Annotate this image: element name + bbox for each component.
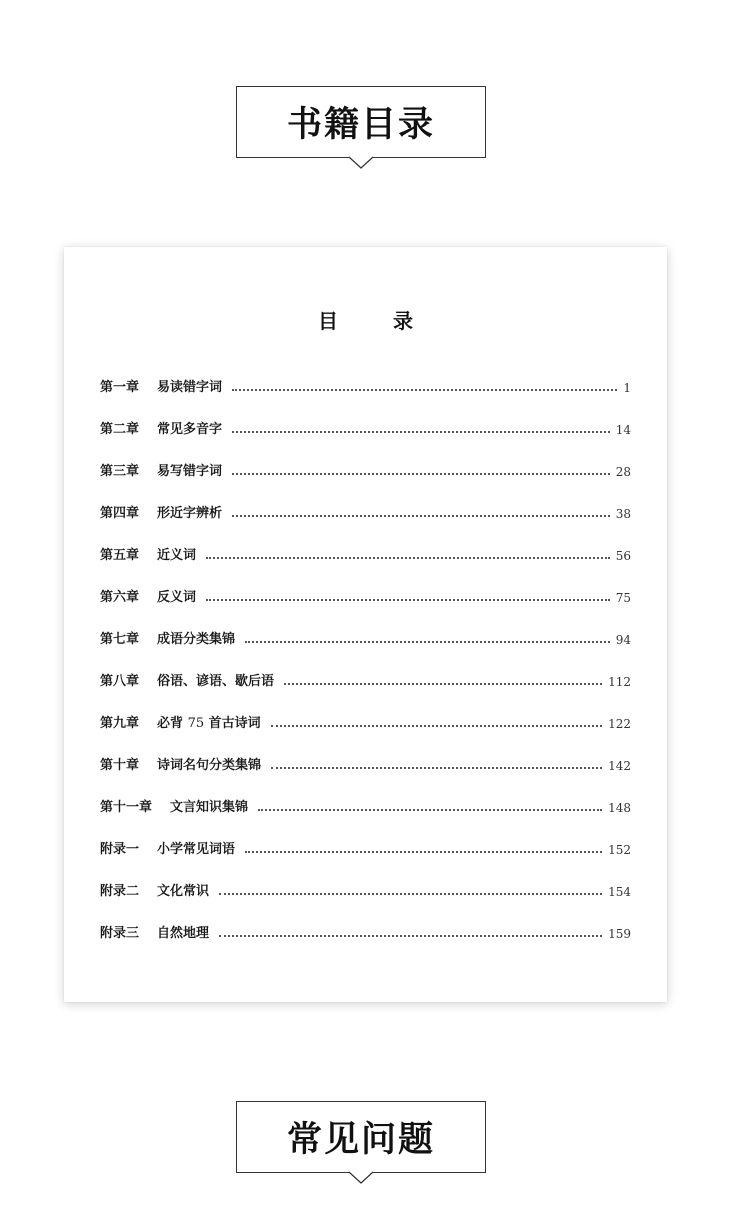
dot-leader xyxy=(232,472,610,475)
toc-entry xyxy=(100,535,631,577)
toc-page-number: 112 xyxy=(608,675,631,689)
toc-entry xyxy=(100,493,631,535)
toc-list xyxy=(100,367,631,955)
toc-title: 自然地理 xyxy=(157,926,210,941)
toc-entry xyxy=(100,913,631,955)
toc-title: 反义词 xyxy=(157,590,197,605)
toc-page-number: 122 xyxy=(608,717,631,731)
toc-chapter: 附录二 xyxy=(100,884,140,899)
toc-entry xyxy=(100,451,631,493)
toc-chapter: 第五章 xyxy=(100,548,140,563)
toc-heading: 目 录 xyxy=(318,309,437,333)
dot-leader xyxy=(245,850,602,853)
toc-page-number: 56 xyxy=(615,549,631,563)
toc-chapter: 第三章 xyxy=(100,464,140,479)
dot-leader xyxy=(271,766,602,769)
toc-entry xyxy=(100,661,631,703)
toc-card xyxy=(64,247,667,1002)
toc-chapter: 第四章 xyxy=(100,506,140,521)
toc-title: 易读错字词 xyxy=(157,380,223,395)
toc-title: 成语分类集锦 xyxy=(157,632,236,647)
toc-title: 文化常识 xyxy=(157,884,210,899)
toc-page-number: 94 xyxy=(615,633,631,647)
toc-entry xyxy=(100,745,631,787)
toc-page-number: 142 xyxy=(608,759,631,773)
toc-title-number: 75 xyxy=(187,716,205,731)
toc-page-number: 14 xyxy=(615,423,631,437)
toc-entry xyxy=(100,703,631,745)
toc-title: 诗词名句分类集锦 xyxy=(157,758,262,773)
chevron-down-icon xyxy=(348,156,374,170)
section-title: 常见问题 xyxy=(286,1120,435,1160)
toc-chapter: 第二章 xyxy=(100,422,140,437)
toc-page-number: 38 xyxy=(615,507,631,521)
toc-title: 文言知识集锦 xyxy=(170,800,249,815)
dot-leader xyxy=(284,682,602,685)
toc-chapter: 附录一 xyxy=(100,842,140,857)
toc-title-part: 首古诗词 xyxy=(208,716,261,731)
toc-entry xyxy=(100,871,631,913)
dot-leader xyxy=(219,934,602,937)
toc-entry xyxy=(100,577,631,619)
section-header-catalog xyxy=(236,86,486,158)
dot-leader xyxy=(232,388,617,391)
toc-title: 俗语、谚语、歇后语 xyxy=(157,674,275,689)
toc-chapter: 第八章 xyxy=(100,674,140,689)
dot-leader xyxy=(258,808,602,811)
toc-chapter: 第十章 xyxy=(100,758,140,773)
toc-title: 易写错字词 xyxy=(157,464,223,479)
dot-leader xyxy=(206,556,610,559)
toc-title: 常见多音字 xyxy=(157,422,223,437)
toc-chapter: 第九章 xyxy=(100,716,140,731)
dot-leader xyxy=(232,514,610,517)
chevron-down-icon xyxy=(348,1171,374,1185)
toc-entry xyxy=(100,367,631,409)
toc-page-number: 159 xyxy=(608,927,631,941)
section-title: 书籍目录 xyxy=(286,105,435,145)
toc-title xyxy=(157,716,261,732)
toc-chapter: 第六章 xyxy=(100,590,140,605)
toc-page-number: 148 xyxy=(608,801,631,815)
toc-entry xyxy=(100,409,631,451)
toc-entry xyxy=(100,619,631,661)
dot-leader xyxy=(245,640,610,643)
toc-chapter: 第一章 xyxy=(100,380,140,395)
toc-entry xyxy=(100,787,631,829)
dot-leader xyxy=(271,724,602,727)
dot-leader xyxy=(219,892,602,895)
toc-page-number: 152 xyxy=(608,843,631,857)
toc-page-number: 1 xyxy=(623,381,631,395)
section-header-faq xyxy=(236,1101,486,1173)
dot-leader xyxy=(232,430,610,433)
toc-chapter: 附录三 xyxy=(100,926,140,941)
toc-page-number: 154 xyxy=(608,885,631,899)
toc-title: 形近字辨析 xyxy=(157,506,223,521)
toc-title-part: 必背 xyxy=(157,716,184,731)
toc-title: 近义词 xyxy=(157,548,197,563)
toc-chapter: 第十一章 xyxy=(100,800,153,815)
toc-title: 小学常见词语 xyxy=(157,842,236,857)
toc-chapter: 第七章 xyxy=(100,632,140,647)
toc-page-number: 28 xyxy=(615,465,631,479)
dot-leader xyxy=(206,598,610,601)
toc-page-number: 75 xyxy=(615,591,631,605)
toc-entry xyxy=(100,829,631,871)
